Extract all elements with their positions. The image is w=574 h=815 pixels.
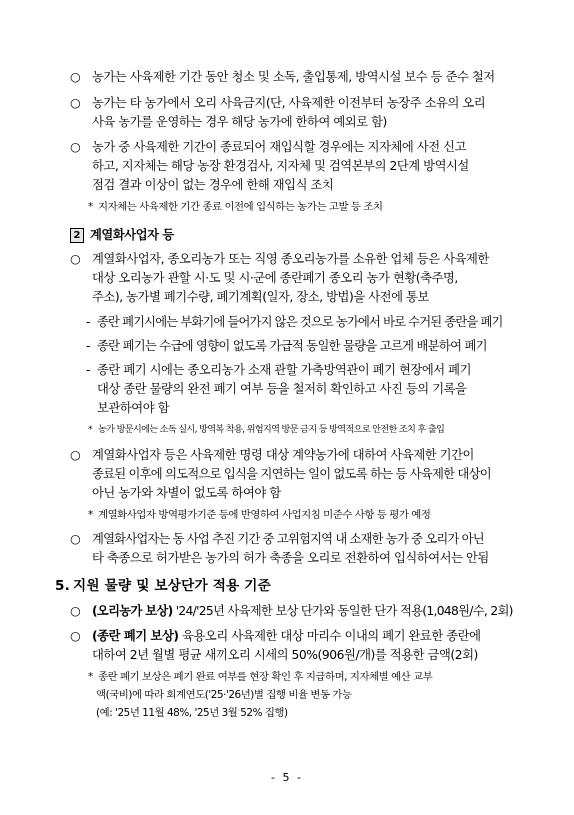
label-bold: (오리농가 보상) (92, 604, 173, 618)
line-text: 보관하여야 함 (97, 401, 170, 415)
asterisk-mark: * (88, 424, 92, 435)
line-text: 주소), 농가별 폐기수량, 폐기계획(일자, 장소, 방법)을 사전에 통보 (92, 290, 429, 304)
line-content (92, 627, 481, 645)
note-text: 액(국비)에 따라 회계연도('25·'26년)별 집행 비율 변동 가능 (96, 689, 352, 701)
line-text: 대상 오리농가 관할 시·도 및 시·군에 종란폐기 종오리 농가 현황(축주명, (92, 271, 458, 285)
note-text: 종란 폐기 보상은 폐기 완료 여부를 현장 확인 후 지급하며, 지자체별 예산 교부 (98, 671, 433, 683)
line-text: 육용오리 사육제한 대상 마리수 이내의 폐기 완료한 종란에 (178, 629, 481, 643)
line-text: 타 축종으로 허가받은 농가의 허가 축종을 오리로 전환하여 입식하여서는 안됨 (92, 551, 489, 565)
line-text: 농가는 타 농가에서 오리 사육금지(단, 사육제한 이전부터 농장주 소유의 오리 (92, 96, 486, 110)
section-number: 5. (55, 578, 71, 594)
line-text: 사육 농가를 운영하는 경우 해당 농가에 한하여 예외로 함) (92, 115, 387, 129)
line-text: 종란 폐기시에는 부화기에 들어가지 않은 것으로 농가에서 바로 수거된 종란을 폐기 (97, 315, 503, 329)
line-text: 농가는 사육제한 기간 동안 청소 및 소독, 출입통제, 방역시설 보수 등 준수 철저 (92, 70, 495, 84)
line-text: 아닌 농가와 차별이 없도록 하여야 함 (92, 486, 281, 500)
line-text: 농가 중 사육제한 기간이 종료되어 재입식할 경우에는 지자체에 사전 신고 (92, 140, 466, 154)
dash-mark: - (86, 363, 90, 377)
line-text: 대상 종란 물량의 완전 폐기 여부 등을 철저히 확인하고 사진 등의 기록을 (97, 382, 467, 396)
dash-mark: - (86, 339, 90, 353)
line-text: 종란 폐기는 수급에 영향이 없도록 가급적 동일한 물량을 고르게 배분하여 폐기 (97, 339, 487, 353)
asterisk-mark: * (88, 509, 93, 521)
line-text: 하고, 지자체는 해당 농장 환경검사, 지자체 및 검역본부의 2단계 방역시설 (92, 159, 469, 173)
line-text: 계열화사업자는 동 사업 추진 기간 중 고위험지역 내 소재한 농가 중 오리가 아닌 (92, 532, 484, 546)
section-title: 계열화사업자 등 (90, 228, 174, 242)
circle-bullet: ○ (70, 448, 81, 462)
line-text: '24/'25년 사육제한 보상 단가와 동일한 단가 적용(1,048원/수, 2회) (172, 604, 513, 618)
circle-bullet: ○ (70, 70, 81, 84)
circle-bullet: ○ (70, 532, 80, 546)
note-text: (예: '25년 11월 48%, '25년 3월 52% 집행) (96, 707, 288, 719)
line-text: 계열화사업자, 종오리농가 또는 직영 종오리농가를 소유한 업체 등은 사육제한 (92, 252, 489, 266)
line-text: 종란 폐기 시에는 종오리농가 소재 관할 가축방역관이 폐기 현장에서 폐기 (97, 363, 471, 377)
asterisk-mark: * (88, 201, 93, 213)
circle-bullet: ○ (70, 140, 81, 154)
asterisk-mark: * (88, 671, 93, 683)
circle-bullet: ○ (70, 96, 81, 110)
section-title: 지원 물량 및 보상단가 적용 기준 (73, 578, 271, 594)
page-number: - 5 - (271, 771, 303, 784)
line-text: 점검 결과 이상이 없는 경우에 한해 재입식 조치 (92, 178, 334, 192)
line-text: 계열화사업자 등은 사육제한 명령 대상 계약농가에 대하여 사육제한 기간이 (92, 448, 474, 462)
line-text: 종료된 이후에 의도적으로 입식을 지연하는 일이 없도록 하는 등 사육제한 대상이 (92, 467, 491, 481)
circle-bullet: ○ (70, 629, 81, 643)
line-content (92, 602, 513, 620)
section-number-box: 2 (70, 228, 84, 243)
dash-mark: - (86, 315, 90, 329)
note-text: 계열화사업자 방역평가기준 등에 반영하여 사업지침 미준수 사항 등 평가 예정 (98, 509, 431, 521)
note-text: 농가 방문시에는 소독 실시, 방역복 착용, 위험지역 방문 금지 등 방역적으로 안전한 조치 후 출입 (98, 424, 445, 435)
line-text: 대하여 2년 월별 평균 새끼오리 시세의 50%(906원/개)를 적용한 금액(2회) (92, 648, 478, 662)
label-bold: (종란 폐기 보상) (92, 629, 179, 643)
circle-bullet: ○ (70, 604, 81, 618)
note-text: 지자체는 사육제한 기간 종료 이전에 입식하는 농가는 고발 등 조치 (98, 201, 383, 213)
circle-bullet: ○ (70, 252, 81, 266)
